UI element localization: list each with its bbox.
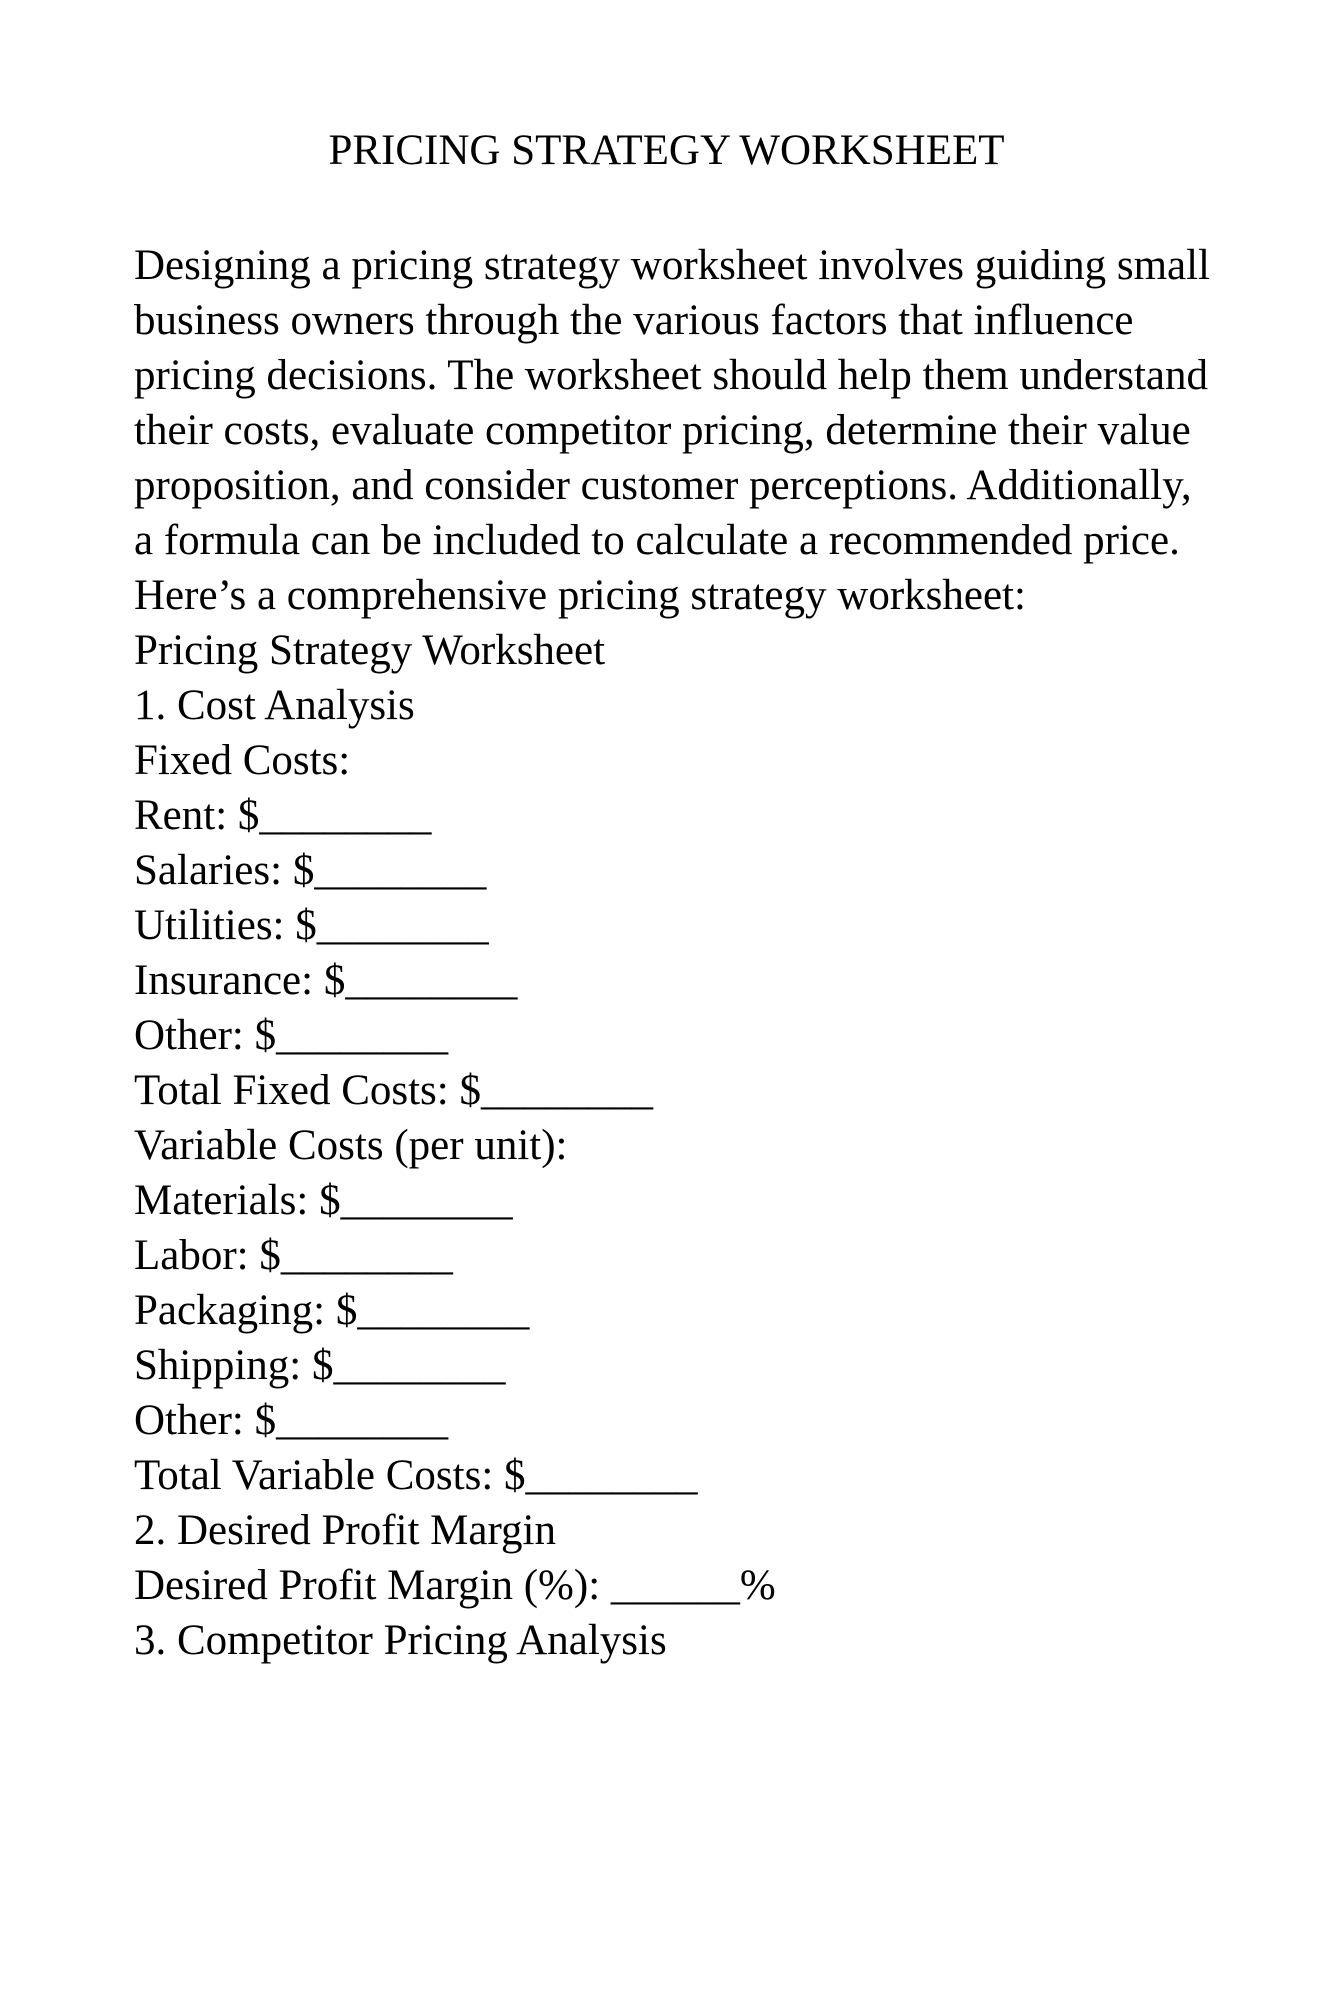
section-heading-competitor-pricing: 3. Competitor Pricing Analysis — [134, 1617, 667, 1664]
worksheet-title: Pricing Strategy Worksheet — [134, 627, 606, 674]
intro-line: proposition, and consider customer perceptions. Additionally, — [134, 462, 1192, 509]
intro-line: Designing a pricing strategy worksheet involves guiding small — [134, 242, 1211, 289]
field-line-desired-profit-margin: Desired Profit Margin (%): ______% — [134, 1562, 776, 1609]
field-line-total-fixed-costs: Total Fixed Costs: $________ — [134, 1067, 653, 1114]
fixed-costs-heading: Fixed Costs: — [134, 737, 351, 784]
field-line-insurance: Insurance: $________ — [134, 957, 518, 1004]
document-body — [134, 238, 1211, 1668]
intro-line: pricing decisions. The worksheet should help them understand — [134, 352, 1208, 399]
field-line-rent: Rent: $________ — [134, 792, 432, 839]
document-title: PRICING STRATEGY WORKSHEET — [328, 127, 1005, 174]
field-line-salaries: Salaries: $________ — [134, 847, 487, 894]
intro-line: their costs, evaluate competitor pricing, determine their value — [134, 407, 1191, 454]
section-heading-cost-analysis: 1. Cost Analysis — [134, 682, 415, 729]
intro-line: Here’s a comprehensive pricing strategy worksheet: — [134, 572, 1026, 619]
intro-line: a formula can be included to calculate a recommended price. — [134, 517, 1180, 564]
field-line-total-variable-costs: Total Variable Costs: $________ — [134, 1452, 698, 1499]
field-line-shipping: Shipping: $________ — [134, 1342, 506, 1389]
section-heading-profit-margin: 2. Desired Profit Margin — [134, 1507, 556, 1554]
intro-line: business owners through the various factors that influence — [134, 297, 1134, 344]
field-line-labor: Labor: $________ — [134, 1232, 453, 1279]
variable-costs-heading: Variable Costs (per unit): — [134, 1122, 568, 1169]
field-line-other-fixed: Other: $________ — [134, 1012, 449, 1059]
field-line-other-variable: Other: $________ — [134, 1397, 449, 1444]
field-line-utilities: Utilities: $________ — [134, 902, 489, 949]
field-line-materials: Materials: $________ — [134, 1177, 513, 1224]
field-line-packaging: Packaging: $________ — [134, 1287, 530, 1334]
